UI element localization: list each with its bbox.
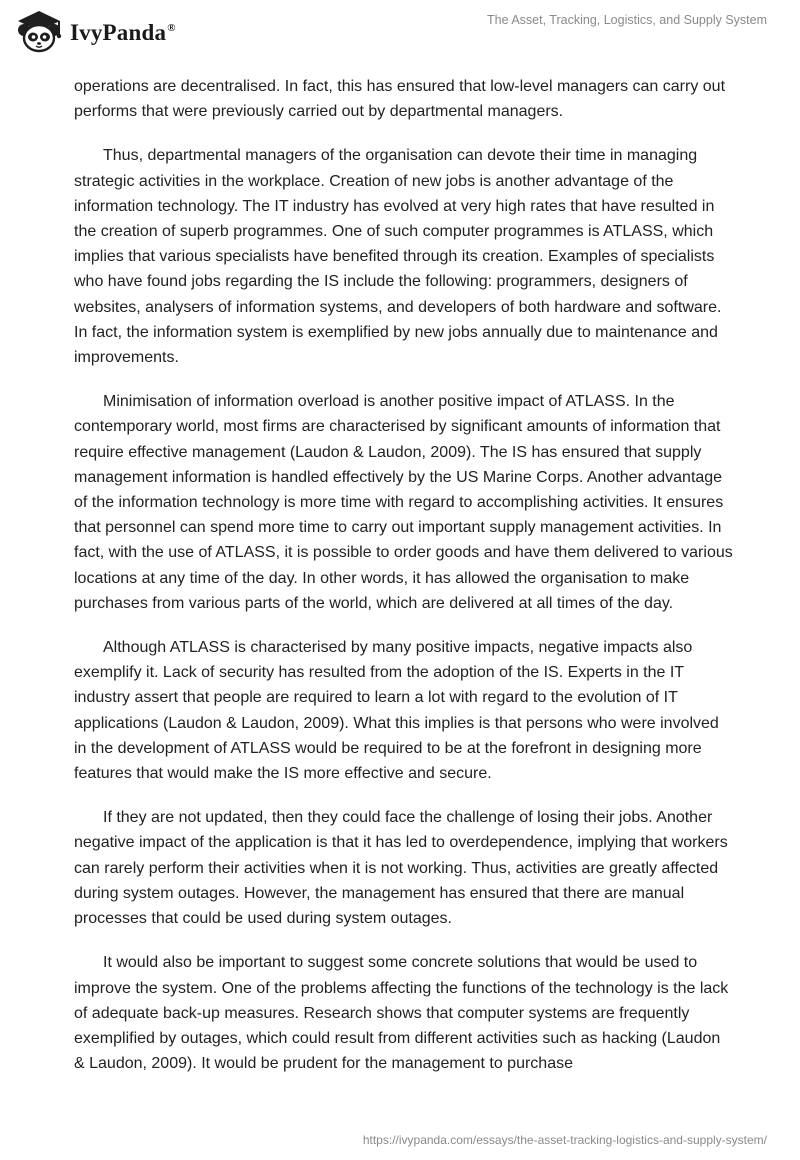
essay-body xyxy=(74,74,734,1095)
brand-name: IvyPanda® xyxy=(70,20,176,45)
paragraph: It would also be important to suggest some concrete solutions that would be used to improve the system. One of the problems affecting the functions of the technology is the lack of adequate back-up measures. Research shows that computer systems are frequently exemplified by outages, which could result from different activities such as hacking (Laudon & Laudon, 2009). It would be prudent for the management to purchase xyxy=(74,954,729,1073)
paragraph: Thus, departmental managers of the organisation can devote their time in managing strategic activities in the workplace. Creation of new jobs is another advantage of the information technology. The IT industry has evolved at very high rates that have resulted in the creation of superb programmes. One of such computer programmes is ATLASS, which implies that various specialists have benefited through its creation. Examples of specialists who have found jobs regarding the IS include the following: programmers, designers of websites, analysers of information systems, and developers of both hardware and software. In fact, the information system is exemplified by new jobs annually due to maintenance and improvements. xyxy=(74,147,722,367)
page-header xyxy=(0,0,800,64)
paragraph: operations are decentralised. In fact, this has ensured that low-level managers can carry out performs that were previously carried out by departmental managers. xyxy=(74,78,726,121)
logo[interactable] xyxy=(14,8,176,54)
panda-logo-icon xyxy=(14,8,64,54)
paragraph: If they are not updated, then they could face the challenge of losing their jobs. Another negative impact of the application is that it has led to overdependence, implying that workers can rarely perform their activities when it is not working. Thus, activities are greatly affected during system outages. However, the management has ensured that there are manual processes that could be used during system outages. xyxy=(74,809,728,928)
source-url[interactable]: https://ivypanda.com/essays/the-asset-tracking-logistics-and-supply-system/ xyxy=(362,1133,767,1147)
paragraph: Although ATLASS is characterised by many positive impacts, negative impacts also exemplify it. Lack of security has resulted from the adoption of the IS. Experts in the IT industry assert that people are required to learn a lot with regard to the evolution of IT applications (Laudon & Laudon, 2009). What this implies is that persons who were involved in the development of ATLASS would be required to be at the forefront in designing more features that would make the IS more effective and secure. xyxy=(74,639,719,783)
paragraph: Minimisation of information overload is another positive impact of ATLASS. In the contemporary world, most firms are characterised by significant amounts of information that require effective management (Laudon & Laudon, 2009). The IS has ensured that supply management information is handled effectively by the US Marine Corps. Another advantage of the information technology is more time with regard to accomplishing activities. It ensures that personnel can spend more time to carry out important supply management activities. In fact, with the use of ATLASS, it is possible to order goods and have them delivered to various locations at any time of the day. In other words, it has allowed the organisation to make purchases from various parts of the world, which are delivered at all times of the day. xyxy=(74,393,733,612)
document-title: The Asset, Tracking, Logistics, and Supply System xyxy=(487,13,767,27)
